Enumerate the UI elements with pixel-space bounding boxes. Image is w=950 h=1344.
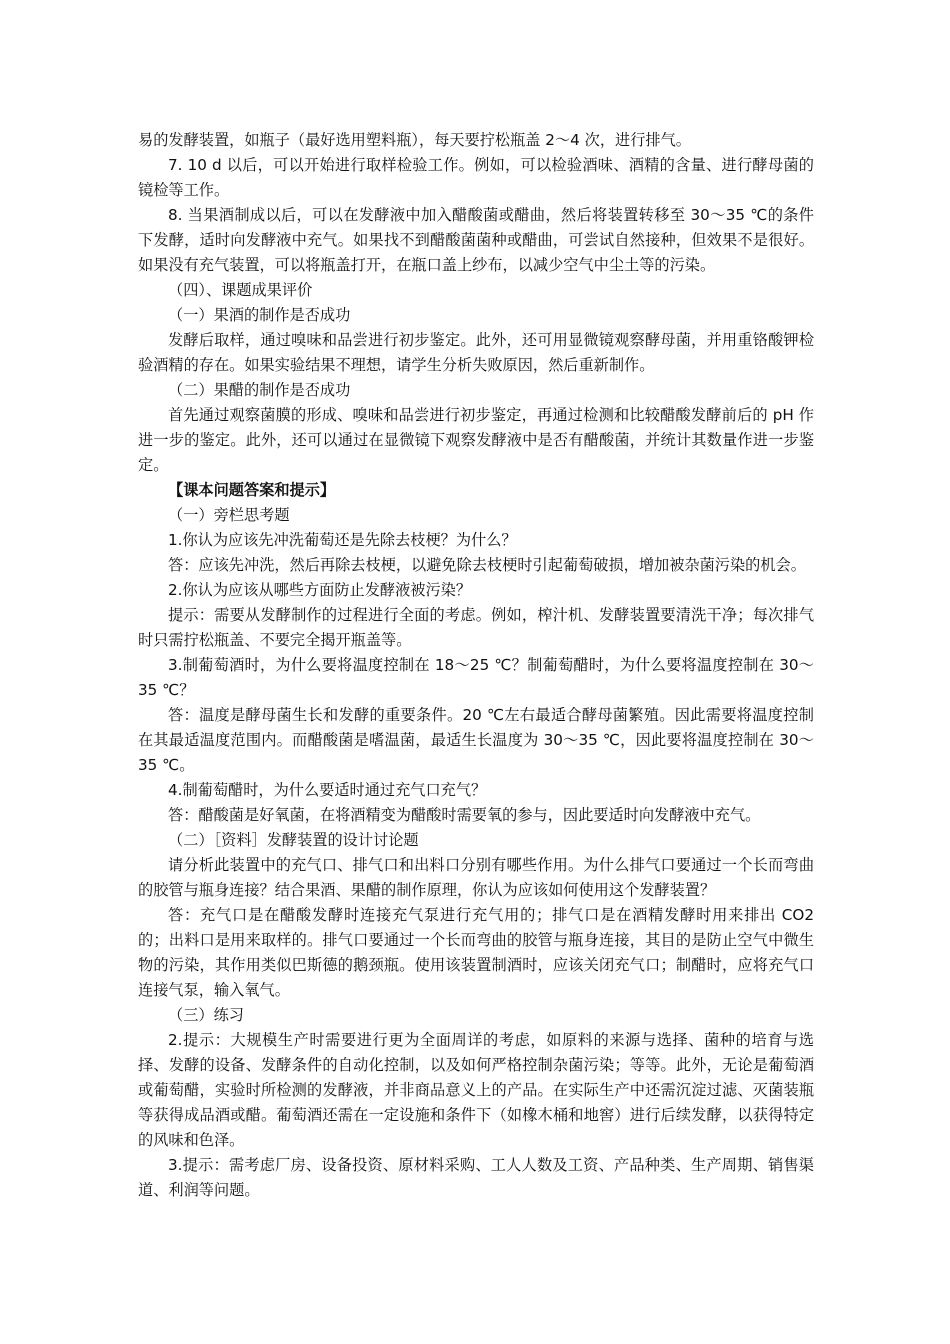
- question-1: 1.你认为应该先冲洗葡萄还是先除去枝梗？为什么？: [168, 531, 517, 549]
- exercise-3: 3.提示：需考虑厂房、设备投资、原材料采购、工人人数及工资、产品种类、生产周期、销售渠道、利润等问题。: [138, 1156, 814, 1199]
- subheading-sidebar-questions: （一）旁栏思考题: [168, 506, 290, 524]
- section-heading-answers: 【课本问题答案和提示】: [168, 481, 336, 499]
- paragraph-step-7: 7. 10 d 以后，可以开始进行取样检验工作。例如，可以检验酒味、酒精的含量、进行酵母菌的镜检等工作。: [138, 156, 814, 199]
- paragraph-fruit-wine: 发酵后取样，通过嗅味和品尝进行初步鉴定。此外，还可用显微镜观察酵母菌，并用重铬酸钾检验酒精的存在。如果实验结果不理想，请学生分析失败原因，然后重新制作。: [138, 331, 814, 374]
- answer-3: 答：温度是酵母菌生长和发酵的重要条件。20 ℃左右最适合酵母菌繁殖。因此需要将温度控制在其最适温度范围内。而醋酸菌是嗜温菌，最适生长温度为 30～35 ℃，因此要将温度控制在 30～35 ℃。: [138, 706, 814, 774]
- answer-1: 答：应该先冲洗，然后再除去枝梗，以避免除去枝梗时引起葡萄破损，增加被杂菌污染的机会。: [168, 556, 806, 574]
- question-4: 4.制葡萄醋时，为什么要适时通过充气口充气？: [168, 781, 487, 799]
- subheading-fruit-wine: （一）果酒的制作是否成功: [168, 306, 351, 324]
- paragraph-continuation: 易的发酵装置，如瓶子（最好选用塑料瓶），每天要拧松瓶盖 2～4 次，进行排气。: [138, 131, 691, 149]
- answer-4: 答：醋酸菌是好氧菌，在将酒精变为醋酸时需要氧的参与，因此要适时向发酵液中充气。: [168, 806, 761, 824]
- discussion-answer: 答：充气口是在醋酸发酵时连接充气泵进行充气用的；排气口是在酒精发酵时用来排出 CO2 的；出料口是用来取样的。排气口要通过一个长而弯曲的胶管与瓶身连接，其目的是防止空气中微生物的污染，其作用类似巴斯德的鹅颈瓶。使用该装置制酒时，应该关闭充气口；制醋时，应将充气口连接气泵，输入氧气。: [138, 906, 814, 999]
- section-heading-evaluation: （四）、课题成果评价: [168, 281, 313, 299]
- answer-2: 提示：需要从发酵制作的过程进行全面的考虑。例如，榨汁机、发酵装置要清洗干净；每次排气时只需拧松瓶盖、不要完全揭开瓶盖等。: [138, 606, 814, 649]
- document-page: [138, 128, 814, 1203]
- subheading-exercises: （三）练习: [168, 1006, 244, 1024]
- question-3: 3.制葡萄酒时，为什么要将温度控制在 18～25 ℃？制葡萄醋时，为什么要将温度控制在 30～35 ℃？: [138, 656, 814, 699]
- paragraph-fruit-vinegar: 首先通过观察菌膜的形成、嗅味和品尝进行初步鉴定，再通过检测和比较醋酸发酵前后的 pH 作进一步的鉴定。此外，还可以通过在显微镜下观察发酵液中是否有醋酸菌，并统计其数量作进一步鉴定。: [138, 406, 814, 474]
- subheading-fruit-vinegar: （二）果醋的制作是否成功: [168, 381, 351, 399]
- paragraph-step-8: 8. 当果酒制成以后，可以在发酵液中加入醋酸菌或醋曲，然后将装置转移至 30～35 ℃的条件下发酵，适时向发酵液中充气。如果找不到醋酸菌菌种或醋曲，可尝试自然接种，但效果不是很好。如果没有充气装置，可以将瓶盖打开，在瓶口盖上纱布，以减少空气中尘土等的污染。: [138, 206, 814, 274]
- subheading-device-discussion: （二）［资料］发酵装置的设计讨论题: [168, 831, 419, 849]
- question-2: 2.你认为应该从哪些方面防止发酵液被污染？: [168, 581, 472, 599]
- exercise-2: 2.提示：大规模生产时需要进行更为全面周详的考虑，如原料的来源与选择、菌种的培育与选择、发酵的设备、发酵条件的自动化控制，以及如何严格控制杂菌污染；等等。此外，无论是葡萄酒或葡萄醋，实验时所检测的发酵液，并非商品意义上的产品。在实际生产中还需沉淀过滤、灭菌装瓶等获得成品酒或醋。葡萄酒还需在一定设施和条件下（如橡木桶和地窖）进行后续发酵，以获得特定的风味和色泽。: [138, 1031, 814, 1149]
- discussion-question: 请分析此装置中的充气口、排气口和出料口分别有哪些作用。为什么排气口要通过一个长而弯曲的胶管与瓶身连接？结合果酒、果醋的制作原理，你认为应该如何使用这个发酵装置？: [138, 856, 814, 899]
